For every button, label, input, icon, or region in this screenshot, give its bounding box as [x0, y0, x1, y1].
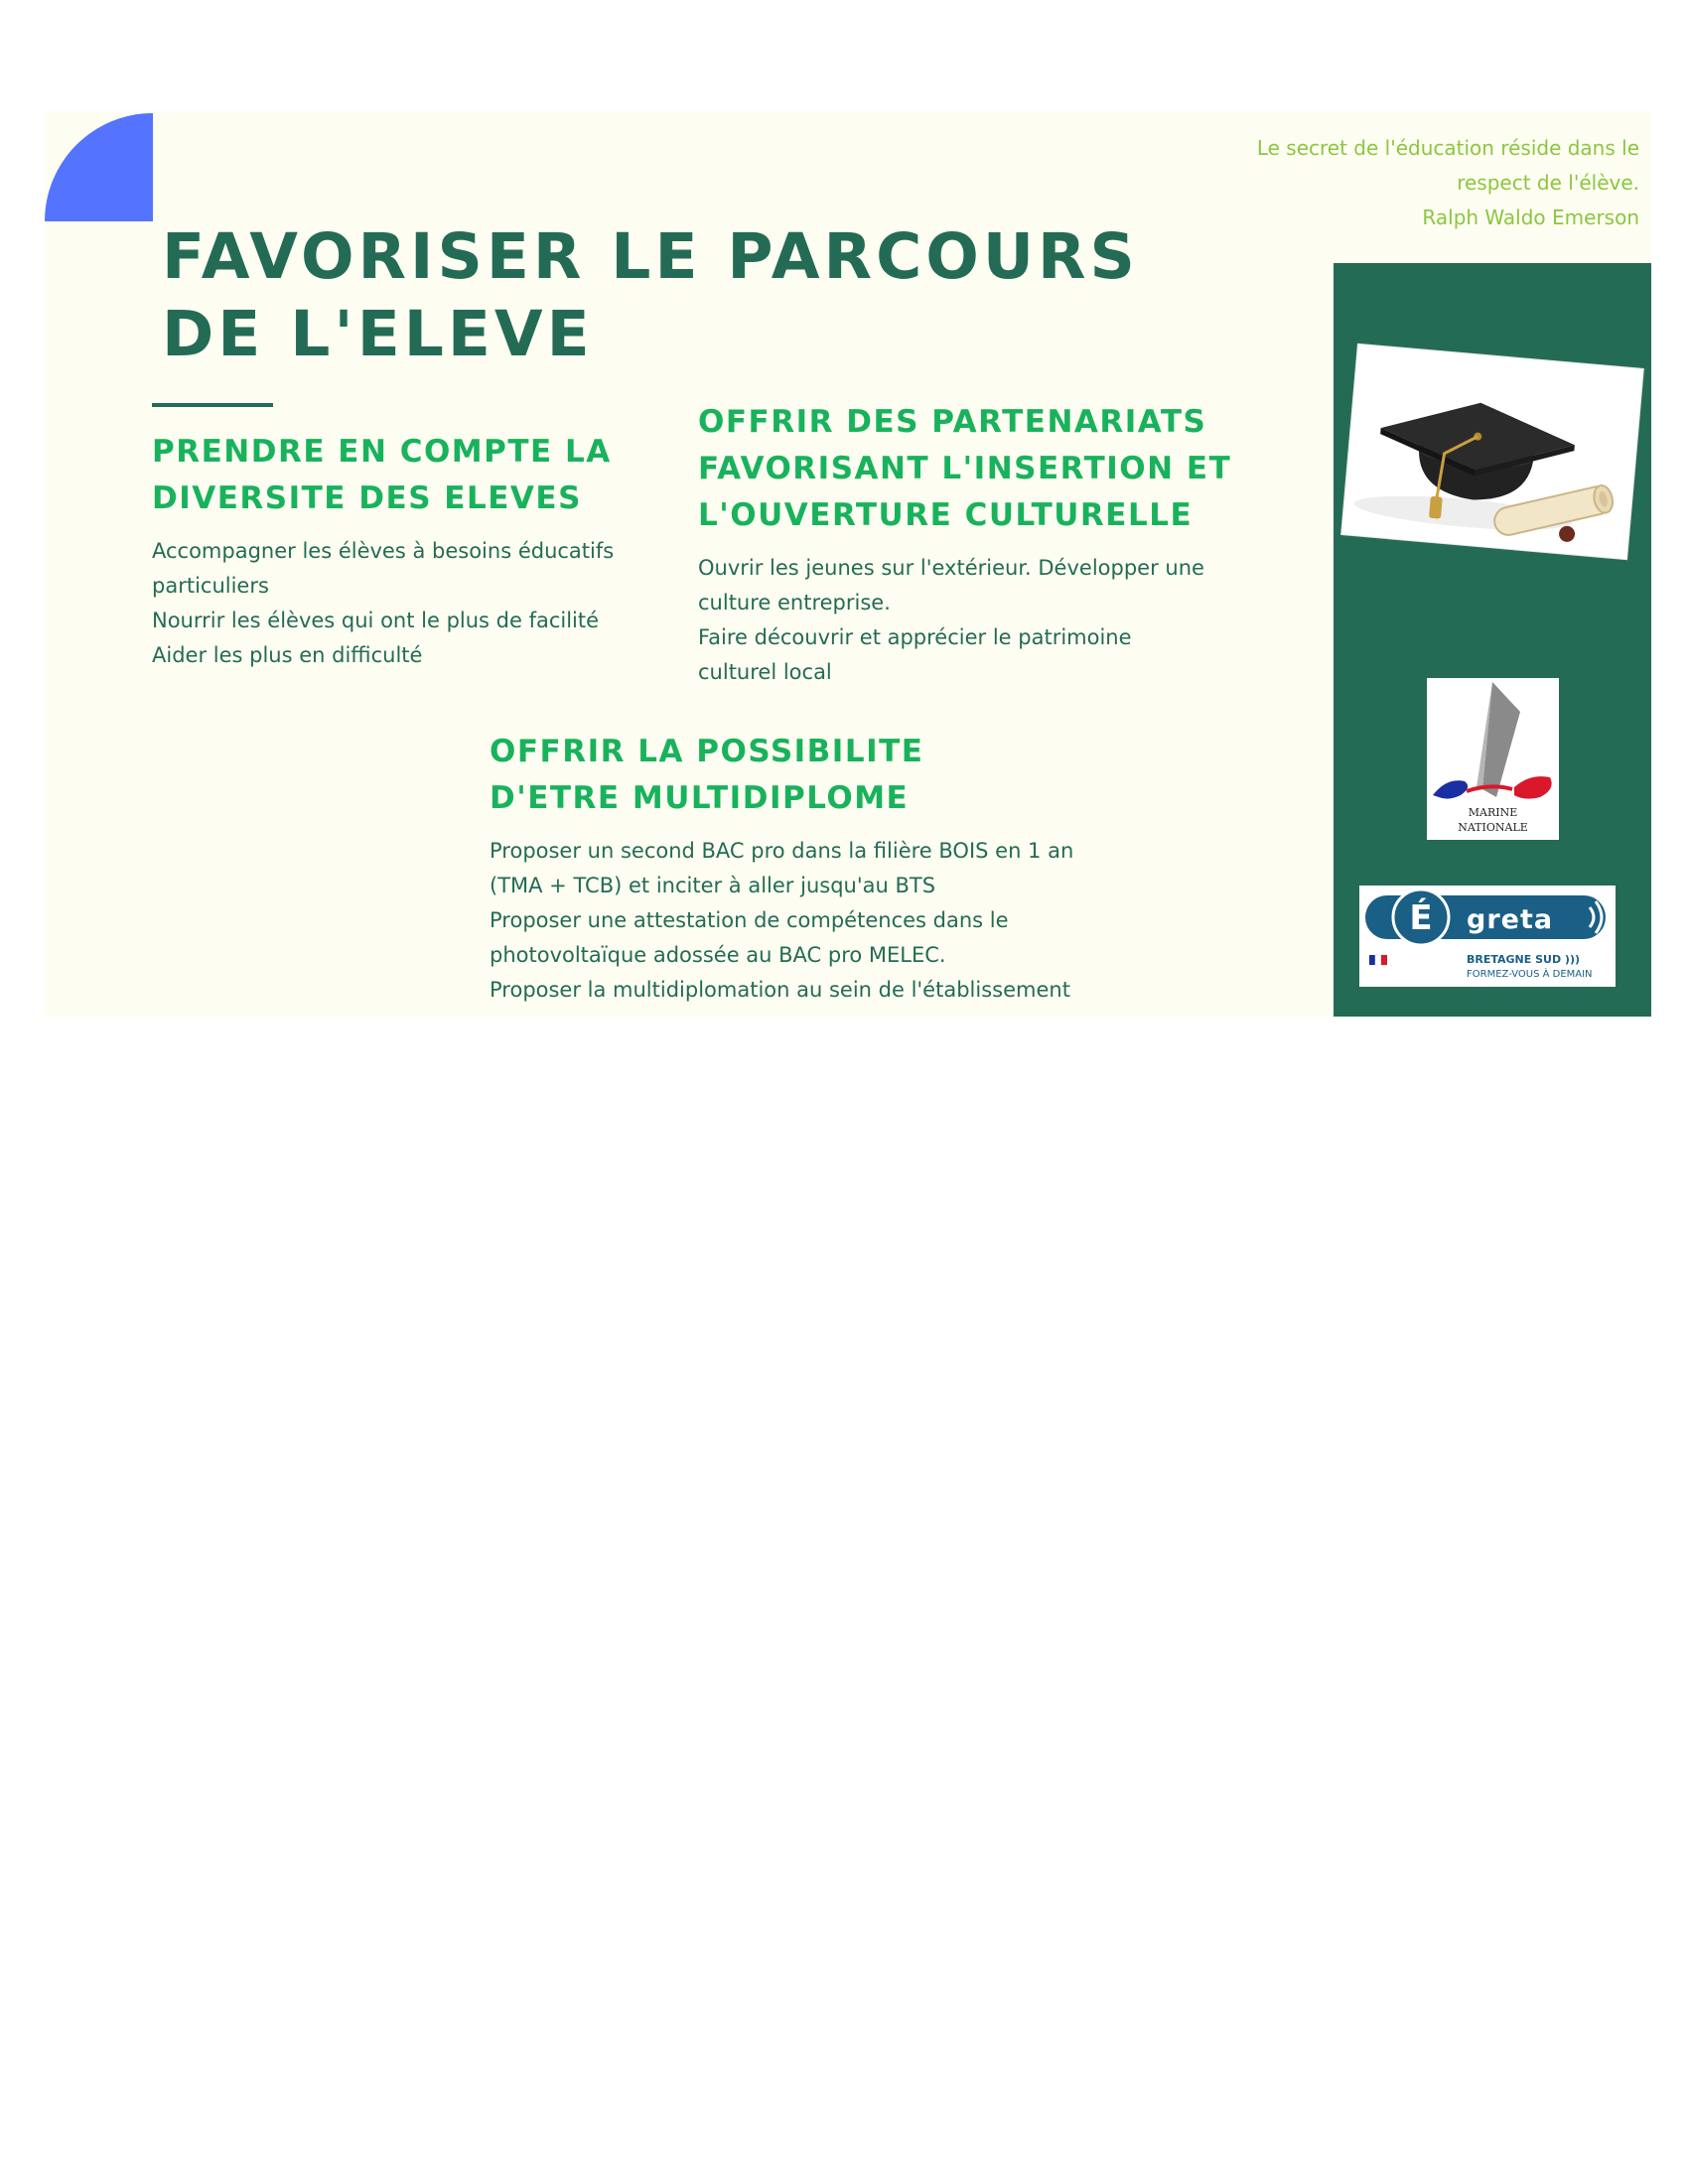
banner — [45, 111, 1651, 1017]
page-title — [162, 218, 1139, 373]
section-text: Nourrir les élèves qui ont le plus de facilité — [152, 609, 600, 632]
section-text: Aider les plus en difficulté — [152, 643, 423, 667]
section-text: Proposer une attestation de compétences dans le — [490, 908, 1009, 932]
marine-label: MARINE — [1468, 806, 1518, 819]
title-line: FAVORISER LE PARCOURS — [162, 220, 1139, 293]
section-text: Proposer la multidiplomation au sein de l'établissement — [490, 978, 1070, 1002]
section-text: Ouvrir les jeunes sur l'extérieur. Développer une — [698, 556, 1204, 580]
section-partenariats — [698, 399, 1334, 690]
section-text: photovoltaïque adossée au BAC pro MELEC. — [490, 943, 946, 967]
quote-author: Ralph Waldo Emerson — [1422, 205, 1639, 229]
section-text: particuliers — [152, 574, 269, 598]
greta-logo — [1359, 886, 1616, 987]
greta-tagline: FORMEZ-VOUS À DEMAIN — [1467, 969, 1593, 980]
section-heading — [490, 729, 1204, 822]
heading-line: DIVERSITE DES ELEVES — [152, 480, 582, 516]
section-text: Faire découvrir et apprécier le patrimoine — [698, 625, 1132, 649]
svg-text:É: É — [1409, 898, 1433, 938]
section-text: Accompagner les élèves à besoins éducatifs — [152, 539, 615, 563]
heading-line: FAVORISANT L'INSERTION ET — [698, 451, 1232, 486]
heading-line: OFFRIR LA POSSIBILITE — [490, 734, 924, 769]
section-text: Proposer un second BAC pro dans la filière BOIS en 1 an — [490, 839, 1074, 863]
quote-line: Le secret de l'éducation réside dans le — [1256, 136, 1639, 160]
greta-wordmark: greta — [1467, 904, 1554, 935]
section-heading — [152, 429, 708, 522]
heading-line: PRENDRE EN COMPTE LA — [152, 434, 612, 470]
section-diversite — [152, 429, 708, 673]
heading-line: OFFRIR DES PARTENARIATS — [698, 404, 1207, 440]
graduation-cap-icon — [1341, 344, 1643, 559]
quote-line: respect de l'élève. — [1457, 171, 1639, 195]
greta-region: BRETAGNE SUD ))) — [1467, 953, 1581, 966]
heading-line: D'ETRE MULTIDIPLOME — [490, 780, 910, 816]
side-panel — [1334, 263, 1651, 1017]
marine-nationale-logo — [1427, 678, 1559, 840]
quote — [1173, 131, 1639, 235]
section-multidiplome — [490, 729, 1204, 1008]
title-line: DE L'ELEVE — [162, 298, 594, 370]
heading-line: L'OUVERTURE CULTURELLE — [698, 497, 1194, 533]
section-text: (TMA + TCB) et inciter à aller jusqu'au BTS — [490, 874, 936, 897]
quarter-circle-decoration — [45, 113, 153, 221]
section-text: culturel local — [698, 660, 832, 684]
marine-label: NATIONALE — [1458, 821, 1528, 834]
section-text: culture entreprise. — [698, 591, 891, 614]
title-underline — [152, 403, 273, 407]
section-heading — [698, 399, 1334, 539]
